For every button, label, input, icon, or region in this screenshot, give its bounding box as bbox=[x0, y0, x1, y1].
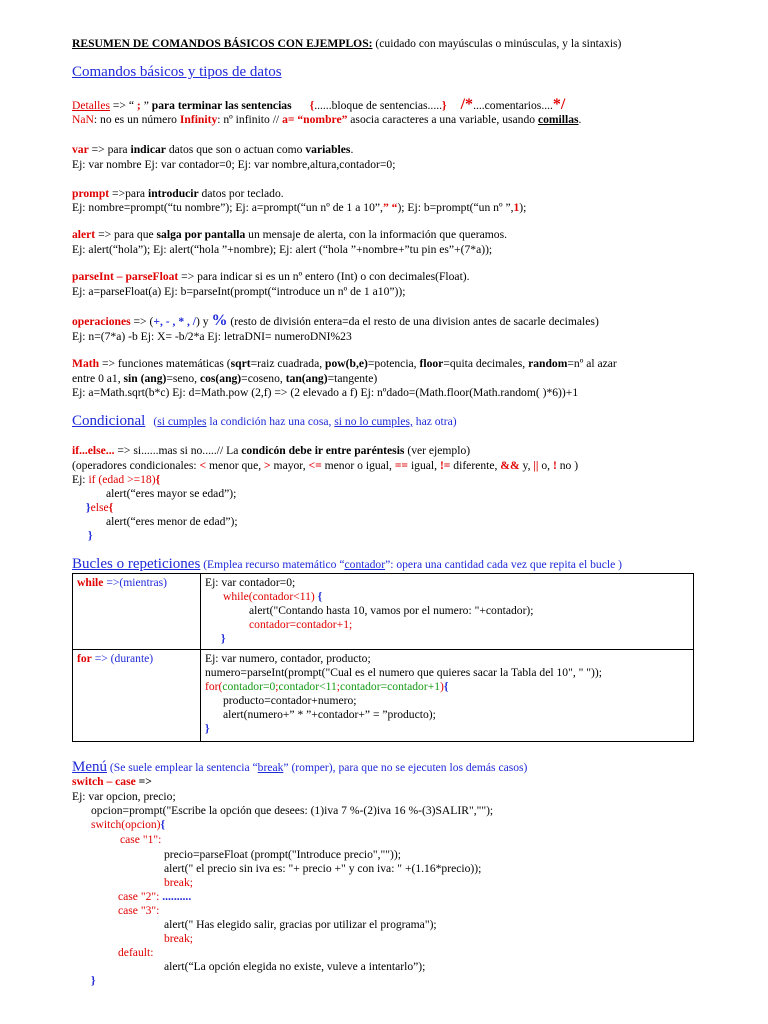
line-math-2: entre 0 a1, sin (ang)=seno, cos(ang)=coseno, tan(ang)=tangente) bbox=[72, 372, 378, 385]
code-menu-line-2: opcion=prompt("Escribe la opción que desees: (1)iva 7 %-(2)iva 16 %-(3)SALIR",""); bbox=[91, 804, 494, 817]
code-menu-case-2: case "2": .......... bbox=[118, 890, 192, 903]
line-nan: NaN: no es un número Infinity: nº infinito // a= “nombre” asocia caracteres a una variable, usando comillas. bbox=[72, 113, 582, 126]
line-var-example: Ej: var nombre Ej: var contador=0; Ej: var nombre,altura,contador=0; bbox=[72, 158, 396, 171]
cell-for-label: for => (durante) bbox=[73, 650, 201, 742]
table-row-for bbox=[73, 650, 694, 742]
line-detalles: Detalles => “ ; ” para terminar las sentencias {......bloque de sentencias.....} /*....comentarios....*/ bbox=[72, 96, 566, 113]
line-parse-example: Ej: a=parseFloat(a) Ej: b=parseInt(prompt(“introduce un nº de 1 a10”)); bbox=[72, 285, 406, 298]
line-parse: parseInt – parseFloat => para indicar si es un nº entero (Int) o con decimales(Float). bbox=[72, 270, 470, 283]
code-if-line-2: alert(“eres mayor se edad”); bbox=[106, 487, 237, 500]
code-if-line-4: alert(“eres menor de edad”); bbox=[106, 515, 238, 528]
cell-while-label: while =>(mientras) bbox=[73, 574, 201, 650]
cell-while-code: Ej: var contador=0; while(contador<11) { alert("Contando hasta 10, vamos por el numero: "+contador); contador=contador+1; } bbox=[201, 574, 694, 650]
line-prompt: prompt =>para introducir datos por teclado. bbox=[72, 187, 284, 200]
section-heading-bucles: Bucles o repeticiones (Emplea recurso matemático “contador”: opera una cantidad cada vez que repita el bucle ) bbox=[72, 556, 622, 572]
line-alert: alert => para que salga por pantalla un mensaje de alerta, con la información que queramos. bbox=[72, 228, 507, 241]
line-math: Math => funciones matemáticas (sqrt=raiz cuadrada, pow(b,e)=potencia, floor=quita decimales, random=nº al azar bbox=[72, 357, 617, 370]
code-if-line-3: }else{ bbox=[86, 501, 114, 514]
line-operaciones: operaciones => (+, - , * , /) y % (resto de división entera=da el resto de una division antes de sacarle decimales) bbox=[72, 312, 599, 329]
document-title bbox=[72, 37, 621, 51]
code-menu-line-6: alert(" el precio sin iva es: "+ precio +" y con iva: " +(1.16*precio)); bbox=[164, 862, 482, 875]
line-operadores: (operadores condicionales: < menor que, > mayor, <= menor o igual, == igual, != diferente, && y, || o, ! no ) bbox=[72, 459, 579, 472]
loops-table bbox=[72, 573, 694, 742]
line-operaciones-example: Ej: n=(7*a) -b Ej: X= -b/2*a Ej: letraDNI= numeroDNI%23 bbox=[72, 330, 352, 343]
code-menu-line-5: precio=parseFloat (prompt("Introduce precio","")); bbox=[164, 848, 401, 861]
code-menu-break-1: break; bbox=[164, 876, 193, 889]
code-menu-line-10: alert(" Has elegido salir, gracias por utilizar el programa"); bbox=[164, 918, 437, 931]
code-if-line-1: Ej: if (edad >=18){ bbox=[72, 473, 161, 486]
code-menu-default: default: bbox=[118, 946, 154, 959]
section-heading-condicional: Condicional (si cumples la condición haz una cosa, si no lo cumples, haz otra) bbox=[72, 413, 457, 429]
code-menu-case-1: case "1": bbox=[120, 833, 162, 846]
table-row-while bbox=[73, 574, 694, 650]
code-menu-line-1: Ej: var opcion, precio; bbox=[72, 790, 176, 803]
code-menu-break-2: break; bbox=[164, 932, 193, 945]
line-prompt-example: Ej: nombre=prompt(“tu nombre”); Ej: a=prompt(“un nº de 1 a 10”,” “); Ej: b=prompt(“un nº ”,1); bbox=[72, 201, 527, 214]
line-alert-example: Ej: alert(“hola”); Ej: alert(“hola ”+nombre); Ej: alert (“hola ”+nombre+”tu pin es”+(7*a)); bbox=[72, 243, 493, 256]
code-if-line-5: } bbox=[88, 529, 93, 542]
line-math-example: Ej: a=Math.sqrt(b*c) Ej: d=Math.pow (2,f) => (2 elevado a f) Ej: nºdado=(Math.floor(Math.random( )*6))+1 bbox=[72, 386, 579, 399]
code-menu-line-3: switch(opcion){ bbox=[91, 818, 166, 831]
code-menu-line-13: alert(“La opción elegida no existe, vuleve a intentarlo”); bbox=[164, 960, 426, 973]
section-heading-basicos: Comandos básicos y tipos de datos bbox=[72, 64, 282, 80]
code-menu-close: } bbox=[91, 974, 96, 987]
section-heading-menu: Menú (Se suele emplear la sentencia “break” (romper), para que no se ejecuten los demás casos) bbox=[72, 759, 528, 775]
code-menu-case-3: case "3": bbox=[118, 904, 160, 917]
line-if-else: if...else... => si......mas si no.....// La condicón debe ir entre paréntesis (ver ejemplo) bbox=[72, 444, 471, 457]
cell-for-code: Ej: var numero, contador, producto; numero=parseInt(prompt("Cual es el numero que quieres sacar la Tabla del 10", " ")); for(contador=0;contador<11;contador=contador+1){ producto=contador+numero; alert(numero+” * ”+contador+” = ”producto); } bbox=[201, 650, 694, 742]
title-bold: RESUMEN DE COMANDOS BÁSICOS CON EJEMPLOS: bbox=[72, 37, 373, 50]
line-var: var => para indicar datos que son o actuan como variables. bbox=[72, 143, 354, 156]
title-rest: (cuidado con mayúsculas o minúsculas, y la sintaxis) bbox=[372, 37, 622, 50]
line-switch-case: switch – case => bbox=[72, 775, 152, 788]
